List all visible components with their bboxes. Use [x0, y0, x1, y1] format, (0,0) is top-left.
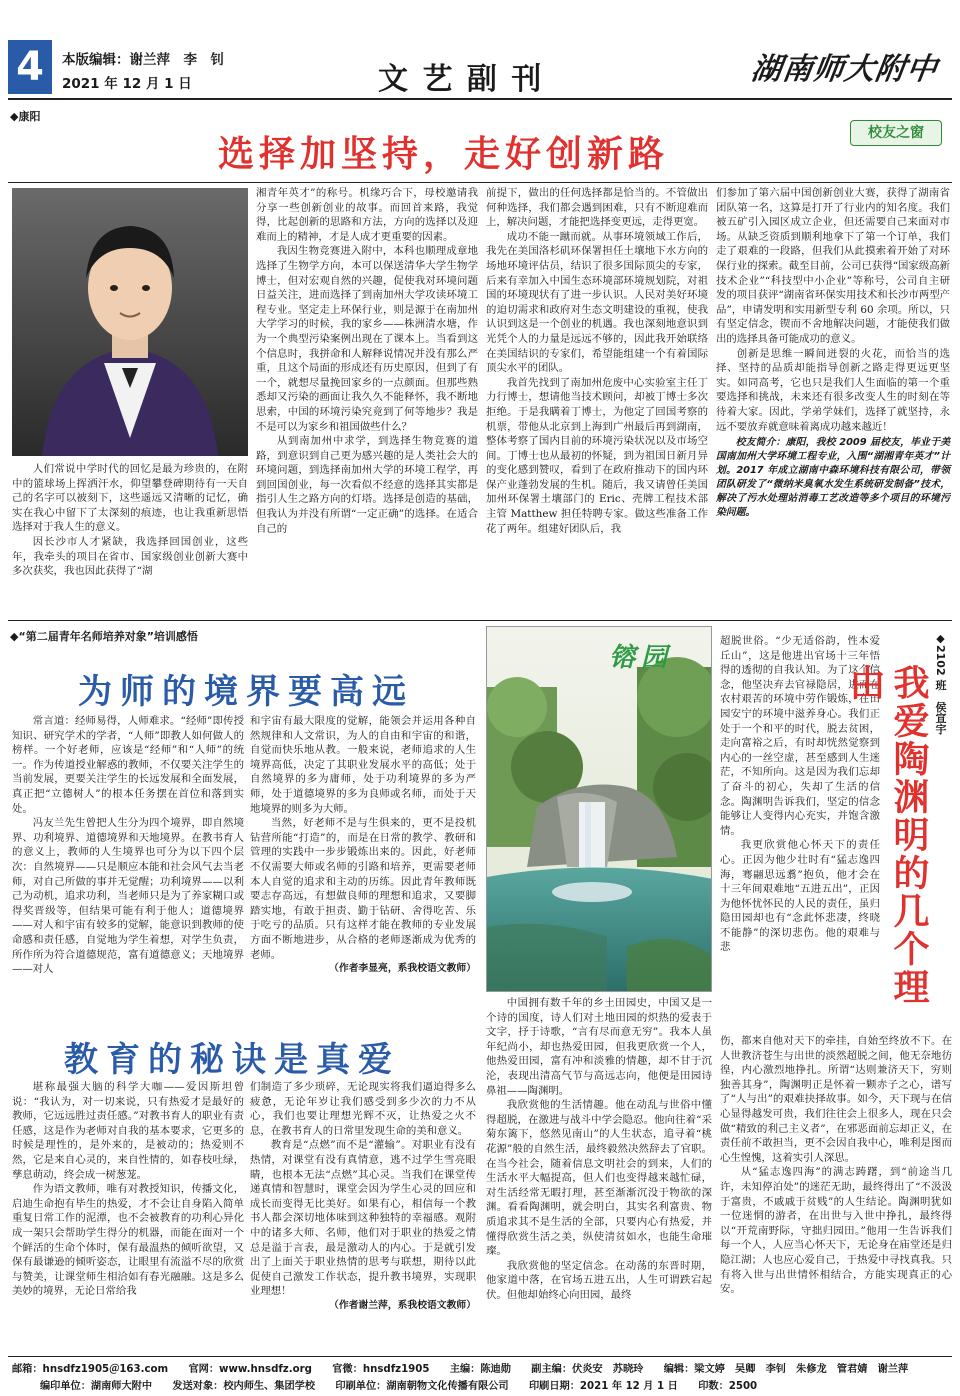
- section-title: 文 艺 副 刊: [378, 62, 544, 97]
- photo-caption: 镕园: [609, 643, 674, 673]
- paragraph: 堪称最强大脑的科学大咖——爱因斯坦曾说：“我认为，对一切来说，只有热爱才是最好的教师，它远远胜过责任感。”对教书育人的职业有责任感，这是作为老师对自我的基本要求，它更多的时候是理性的，是外来的，是被动的；热爱则不然，它是来自心灵的，来自性情的，如春枝吐绿，孳息萌动，终会成一树葱茏。: [12, 1081, 244, 1181]
- paragraph: 前提下，做出的任何选择都是恰当的。不管做出何种选择，我们都会遇到困难，只有不断迎难而上，解决问题，才能把选择变更远，走得更宽。: [486, 187, 708, 229]
- article1-author: ◆康阳: [10, 110, 41, 123]
- paragraph: 们参加了第六届中国创新创业大赛，获得了湖南省团队第一名，这算是打开了行业内的知名度。我们被五矿引入园区成立企业，但还需要自己来面对市场。从缺乏资质到顺利地拿下了第一个订单，我们走了艰难的一段路，但我们从此摸索着开始了对环保行业的探索。截至目前，公司已获得“国家级高新技术企业”“科技型中小企业”等称号，公司自主研发的项目获评“湖南省环保实用技术和长沙市两型产品”，申请发明和实用新型专利 60 余项。所以，只有坚定信念，锲而不舍地解决问题，才能使我们做出的选择具备可能成功的意义。: [716, 187, 950, 345]
- header-rule: [8, 98, 952, 100]
- masthead-logo: 湖南师大附中: [749, 52, 940, 87]
- article3-col1: [12, 1080, 244, 1299]
- editors: 本版编辑：谢兰萍 李 钊: [62, 52, 224, 68]
- footer-rule: [8, 1356, 952, 1357]
- paragraph: 从到南加州中求学，到选择生物竞赛的道路，到意识到自己更为感兴趣的是人类社会大的环境问题，到选择南加州大学的环境工程学，再到回国创业，每一次看似不经意的选择其实都是指引人生之路方向的灯塔。选择是创造的基础，但我认为并没有所谓“一定正确”的选择。在适合自己的: [256, 435, 478, 535]
- author-portrait: [12, 188, 248, 456]
- garden-photo: [486, 626, 712, 992]
- paragraph: 我因生物竞赛进入附中，本科也顺理成章地选择了生物学方向，本可以保送清华大学生物学博士，但对宏观自然的兴趣，促使我对环境问题日益关注，进而选择了到南加州大学攻读环境工程专业。坚定走上环保行业，则是源于在南加州大学学习的时候，我的家乡——株洲清水塘，作为一个典型污染案例出现在了课本上。当看到这个信息时，我拼命和人解释说情况并没有那么严重，且这个局面的形成还有历史原因，但到了有一个，就想尽量挽回家乡的一点颜面。但那些熟悉却又污染的画面让我久久不能释怀，我不断地思索，中国的环境污染究竟到了何等地步？我是不是可以为家乡和祖国做些什么？: [256, 245, 478, 433]
- paragraph: 创新是思维一瞬间迸裂的火花，而恰当的选择、坚持的品质却能指导创新之路走得更远更坚实。如同高考，它也只是我们人生面临的第一个重要选择和挑战，未来还有很多改变人生的时刻在等待着大家。因此，学弟学妹们，选择了就坚持，永远不要放弃就意味着离成功越来越近！: [716, 347, 950, 433]
- footer-line2: 编印单位：湖南师大附中 发送对象：校内师生、集团学校 印刷单位：湖南朝物文化传播有限公司 印刷日期：2021 年 12 月 1 日 印数：2500: [40, 1381, 758, 1392]
- paragraph: 我首先找到了南加州危废中心实验室主任丁力行博士，想请他当技术顾问，却被丁博士多次拒绝。于是我瞒着丁博士，为他定了回国考察的机票，带他从北京到上海到广州最后再到湖南，整体考察了国内目前的环境污染状况以及市场空间。丁博士也从最初的怀疑，到为祖国日新月异的变化感到赞叹，看到了在政府推动下的国内环保产业蓬勃发展的生机。随后，我又请曾任美国加州环保署土壤部门的 Eric、壳牌工程技术部主管 Matthew 担任特聘专家。做这些准备工作花了两年。组建好团队后，我: [486, 376, 708, 535]
- paragraph: 中国拥有数千年的乡土田园史，中国又是一个诗的国度，诗人们对土地田园的炽热的爱表于文字，抒于诗歌，“言有尽而意无穷”。我本人虽年纪尚小，却也热爱田园，但我更欣赏一个人，他热爱田园，富有冲和淡雅的情趣，却不甘于沉沦，表现出清高气节与高远志向，他便是田园诗鼻祖——陶渊明。: [486, 997, 712, 1097]
- article4-col-photo: [486, 996, 712, 1302]
- article4-col-right-bottom: [720, 1034, 952, 1297]
- article2-title: 为师的境界要高远: [78, 672, 414, 712]
- article1-col1: [12, 462, 248, 579]
- paragraph: 我欣赏他的坚定信念。在动荡的东晋时期，他家道中落，在官场五进五出，人生可谓跌宕起伏。但他却始终心向田园，最终: [486, 1259, 712, 1301]
- paragraph: 伤，都来自他对天下的牵挂，自始至终放不下。在人世教济苍生与出世的淡然超脱之间，他无奈地彷徨，内心激烈地挣扎。所谓“达则兼济天下，穷则独善其身”，陶渊明正是怀着一颗赤子之心，谱写了“人与出”的艰难抉择故事。如今，天下现与在信心显得越发可贵，我们往往会上很多人，现在只会做“精致的利己主义者”，在邪恶面前忘却正义，在责任前不敢担当，更不会因自我中心，唯利是图而心生惶愧，这着实引人深思。: [720, 1035, 952, 1164]
- page-number: 4: [16, 44, 44, 90]
- article2-tag: ◆“第二届青年名师培养对象”培训感悟: [10, 630, 198, 643]
- paragraph: 从“猛志逸四海”的满志踌躇，到“前途当几许，未知停泊处”的迷茫无助，最终得出了“不汲汲于富贵，不戚戚于贫贱”的人生结论。陶渊明犹如一位迷惘的游者，在出世与入世中挣扎，最终得以“开荒南野际，守拙归园田。”他用一生告诉我们每一个人，人应当心怀天下，无论身在庙堂还是归隐江湖；人也应心爱自己，于热爱中寻找真我。只有将入世与出世情怀相结合，方能实现真正的心安。: [720, 1166, 952, 1296]
- article3-signature: （作者谢兰萍，系我校语文教师）: [329, 1299, 476, 1311]
- paragraph: 作为语文教师，唯有对教授知识，传播文化，启迪生命抱有毕生的热爱，才不会让自身陷入简单重复日常工作的泥潭，也不会被教育的功利心异化成一架只会帮助学生得分的机器，而能在面对一个个鲜活的生命个体时，保有最温热的倾听欲望，又保有最谦逊的倾听姿态，让眼里有流溢不尽的欣赏与赞美，让课堂师生相洽如有春光融融。这是多么美妙的境界，无论日常给我: [12, 1183, 244, 1298]
- badge-alumni: [850, 120, 942, 146]
- article4-tag: ◆2102 班 侯宣宇: [934, 632, 947, 735]
- paragraph: 人们常说中学时代的回忆是最为珍贵的，在附中的篮球场上挥洒汗水，仰望攀登碑期待有一天自己的名字可以被刻下，这些遥远又清晰的记忆，确实在我心中留下了太深刻的痕迹，也让我重新思悟选择对于我人生的意义。: [12, 463, 248, 534]
- paragraph: 教育是“点燃”而不是“灌输”。对职业有没有热情，对课堂有没有真情意，逃不过学生雪亮眼睛，也根本无法“点燃”其心灵。当我们在课堂传递真情和智慧时，课堂会因为学生心灵的回应和成长而变得无比美好。如果有心，相信每一个教书人都会深切地体味到这种独特的幸福感。观附中的诸多大师、名师，他们对于职业的热爱之情总是溢于言表，最是激动人的内心。于是就引发出了上面关于职业热情的思考与联想，期待以此促使自己激发工作状态，提升教书境界，实现职业理想！: [250, 1139, 476, 1298]
- article3-title: 教育的秘诀是真爱: [64, 1040, 400, 1080]
- paragraph: 冯友兰先生曾把人生分为四个境界，即自然境界、功利境界、道德境界和天地境界。在教书育人的意义上，教师的人生境界也可分为以下四个层次：自然境界——只是顺应本能和社会风气去当老师，对自己所做的事并无觉醒；功利境界——以利己为动机，追求功利，当老师只是为了养家糊口或得奖晋级等，但结果可能有利于他人；道德境界——对人和宇宙有较多的觉解，能意识到教师的使命感和责任感，自觉地为学生着想，对学生负责，所作所为符合道德规范，富有道德意义；天地境界——对人: [12, 817, 244, 976]
- article2-col2: [250, 714, 476, 977]
- paragraph: 因长沙市人才紧缺，我选择回国创业，这些年，我牵头的项目在省市、国家级创业创新大赛中多次获奖，我也因此获得了“湖: [12, 535, 248, 578]
- page-number-box: [8, 40, 52, 94]
- badge-alumni-label: 校友之窗: [868, 125, 924, 141]
- paragraph: 我欣赏他的生活情趣。他在动乱与世俗中懂得超脱，在激进与战斗中学会隐忍。他向往着“采菊东篱下，悠然见南山”的人生状态，追寻着“桃花源”般的自然生活，最终毅然决然辞去了官职。在当今社会，随着信息文明社会的到来，人们的生活水平大幅提高，但人们也变得越来越忙碌，对生活经常无暇打理，甚至渐渐沉没于物欲的深渊。看看陶渊明，就会明白，其实名利富贵、物质追求其不是生活的全部，只要内心有热爱，并懂得欣赏生活之美，纵使清贫如水，也能生命璀璨。: [486, 1099, 712, 1258]
- paragraph: 当然，好老师不是与生俱来的，更不是投机钻营所能“打造”的，而是在日常的教学、教研和管理的实践中一步步锻炼出来的。因此，好老师不仅需要大师或名师的引路和培养，更需要老师本人自觉的追求和主动的历练。因此青年教师既要志存高远，有想做良师的理想和追求，又要脚踏实地，有敢于担责、勤于钻研、舍得吃苦、乐于吃亏的品质。只有这样才能在教师的专业发展方面不断地进步，从合格的老师逐渐成为优秀的老师。: [250, 817, 476, 961]
- article1-col4: [716, 186, 950, 520]
- article3-col2: [250, 1080, 476, 1314]
- paragraph: 我更欣赏他心怀天下的责任心。正因为他少壮时有“猛志逸四海，骞翮思远翥”抱负，他才会在十三年间艰难地“五进五出”，正因为他怀忧怀民的人民的责任，虽归隐田园却也有“念此怀悲凄，终晓不能静”的深切悲伤。他的艰难与悲: [720, 839, 880, 954]
- paragraph: 湘青年英才”的称号。机缘巧合下，母校邀请我分享一些创新创业的故事。而回首来路，我觉得，比起创新的思路和方法，方向的选择以及迎难而上的精神，才是人成才更重要的因素。: [256, 187, 478, 243]
- article1-rule: [8, 182, 952, 183]
- footer-line1: 邮箱：hnsdfz1905＠163.com 官网：www.hnsdfz.org 官微：hnsdfz1905 主编：陈迪勋 副主编：伏炎安 苏晓玲 编辑：梁文婷 吴卿 李钊 朱修龙 管君婧 谢兰萍: [12, 1364, 909, 1375]
- paragraph: 和宇宙有最大限度的觉解，能领会并运用各种自然规律和人文常识，为人的自由和宇宙的和谐，自觉而快乐地从教。一般来说，老师追求的人生境界高低，决定了其职业发展水平的高低；处于自然境界的多为庸师，处于功利境界的多为严师，处于道德境界的多为良师或名师，而处于天地境界的则多为大师。: [250, 715, 476, 815]
- paragraph: 超脱世俗。“少无适俗韵，性本爱丘山”，这是他进出官场十三年悟得的透彻的自我认知。为了这个信念，他坚决弃去官禄隐居，进而在农村艰苦的环境中劳作锻炼，在田园安宁的环境中滋养身心。我们正处于一个和平的时代，脱去贫困，走向富裕之后，有时却恍然觉察到内心的一丝空虚，甚至感到人生迷茫，不知所向。这是因为我们忘却了奋斗的初心，失却了生活的信念。陶渊明告诉我们，坚定的信念能够让人变得内心充实，并饱含激情。: [720, 635, 880, 837]
- article1-title: 选择加坚持，走好创新路: [218, 134, 670, 175]
- article4-title: 我爱陶渊明的几个理由: [844, 664, 929, 1006]
- paragraph: 们制造了多少琐碎，无论现实将我们逼迫得多么疲惫，无论年岁让我们感受到多少次的力不从心，我们也要让理想光辉不灭，让热爱之火不息，在教书育人的日常里发现生命的美和意义。: [250, 1081, 476, 1137]
- paragraph: 成功不能一蹴而就。从事环境领域工作后，我先在美国洛杉矶环保署担任土壤地下水方向的场地环境评估员，结识了很多国际顶尖的专家，后来有幸加入中国生态环境部环境规划院，对祖国的环境现状有了进一步认识。人民对美好环境的迫切需求和政府对生态文明建设的重视，使我认识到这是一个创业的机遇。我也深刻地意识到光凭个人的力量是远远不够的，因此我开始联络在美国结识的专家们，希望能组建一个有着国际顶尖水平的团队。: [486, 230, 708, 375]
- article2-signature: （作者李显亮，系我校语文教师）: [329, 963, 476, 975]
- article1-bottom-rule: [8, 620, 952, 621]
- issue-date: 2021 年 12 月 1 日: [62, 76, 192, 92]
- article2-col1: [12, 714, 244, 977]
- author-bio: 校友简介：康阳，我校 2009 届校友，毕业于美国南加州大学环境工程专业，入围“湖湘青年英才”计划。2017 年成立湖南中森环境科技有限公司，带领团队研发了“微纳米臭氧水发生系统研发制备”技术，解决了污水处理站消毒工艺改造等多个项目的环境污染问题。: [716, 437, 950, 519]
- paragraph: 常言道：经师易得，人师难求。“经师”即传授知识、研究学术的学者，“人师”即教人如何做人的榜样。一个好老师，应该是“经师”和“人师”的统一。作为传道授业解惑的教师，不仅要关注学生的当前发展，更要关注学生的长远发展和全面发展，真正把“立德树人”的根本任务摆在首位和落到实处。: [12, 715, 244, 815]
- article1-col3: [486, 186, 708, 536]
- article1-col2: [256, 186, 478, 536]
